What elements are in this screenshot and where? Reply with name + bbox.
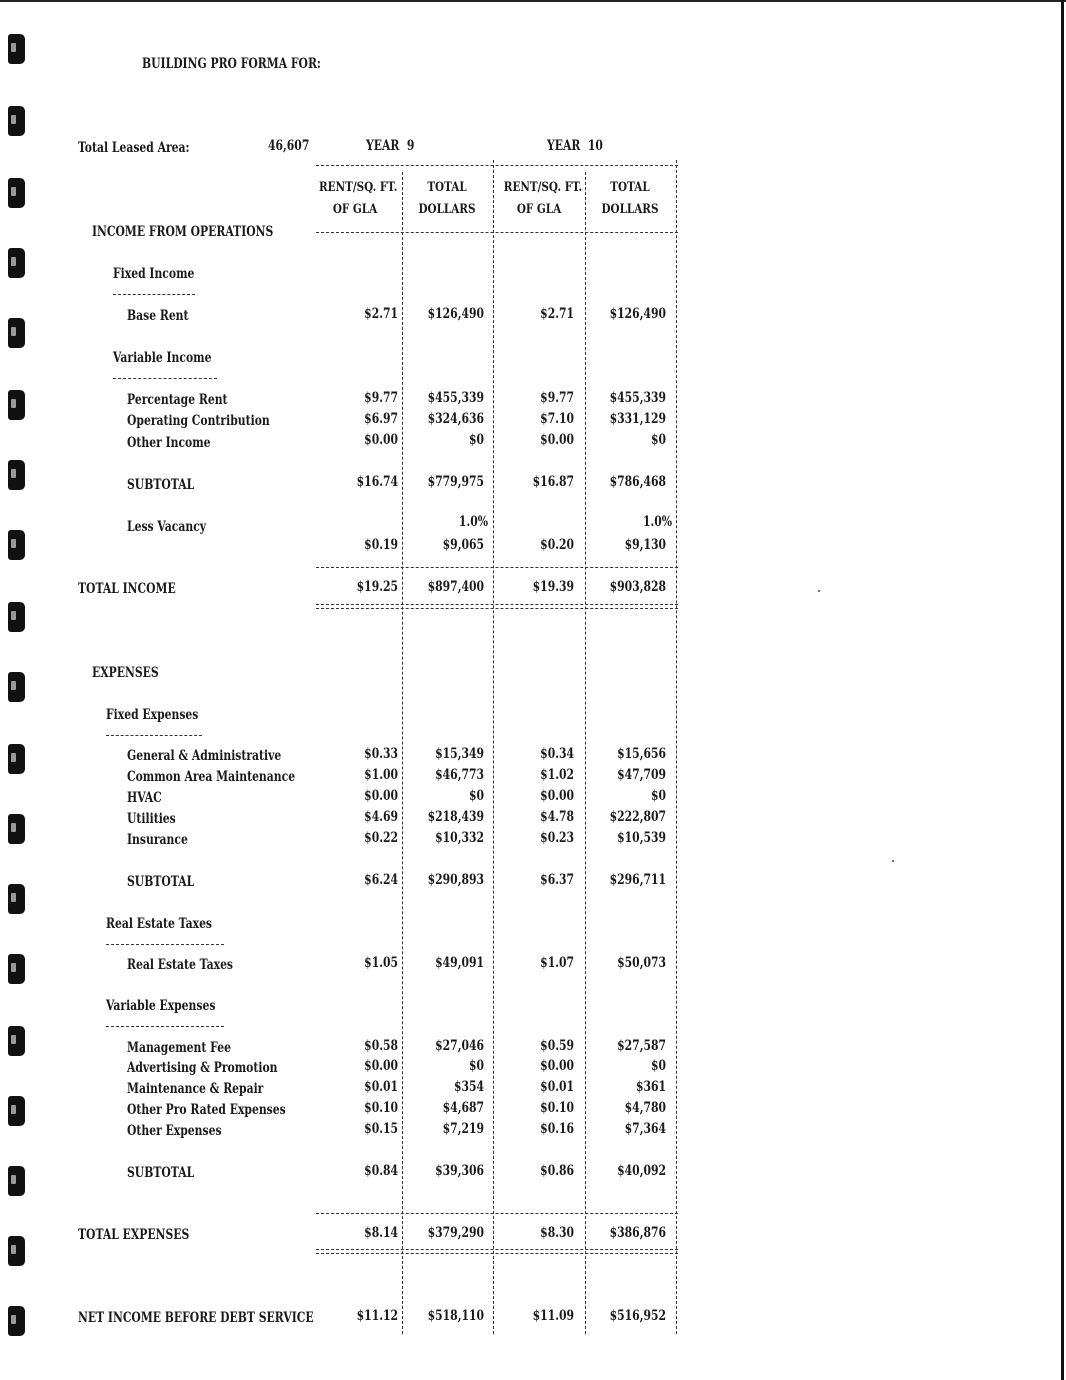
real-estate-taxes-underline: [106, 944, 224, 945]
cell-other-pro-rated-total-y10: $4,780: [624, 1100, 666, 1116]
header-bottom-rule: [316, 232, 678, 233]
binder-hole: [8, 34, 25, 64]
row-label-utilities: Utilities: [127, 811, 176, 827]
cell-utilities-total-y9: $218,439: [427, 809, 484, 825]
page-right-edge: [1061, 0, 1064, 1380]
col-header-total-y10: TOTAL: [610, 180, 650, 195]
cell-variable-subtotal-rent-y9: $0.84: [364, 1163, 398, 1179]
row-label-net-income: NET INCOME BEFORE DEBT SERVICE: [78, 1310, 314, 1326]
binder-hole: [8, 744, 25, 774]
cell-net-income-total-y10: $516,952: [609, 1308, 666, 1324]
variable-expenses-underline: [106, 1026, 224, 1027]
cell-re-taxes-total-y9: $49,091: [435, 955, 484, 971]
cell-other-pro-rated-total-y9: $4,687: [442, 1100, 484, 1116]
document-title: BUILDING PRO FORMA FOR:: [142, 56, 321, 72]
year-divider: [493, 160, 494, 1334]
cell-utilities-rent-y10: $4.78: [540, 809, 574, 825]
cell-operating-contribution-rent-y9: $6.97: [364, 411, 398, 427]
section-expenses: EXPENSES: [92, 665, 159, 681]
cell-general-admin-rent-y10: $0.34: [540, 746, 574, 762]
row-label-hvac: HVAC: [127, 790, 162, 806]
cell-common-area-rent-y10: $1.02: [540, 767, 574, 783]
cell-insurance-rent-y10: $0.23: [540, 830, 574, 846]
binder-hole: [8, 1236, 25, 1266]
cell-net-income-total-y9: $518,110: [427, 1308, 484, 1324]
row-label-fixed-subtotal: SUBTOTAL: [127, 874, 195, 890]
scan-speck: [892, 860, 894, 862]
header-top-rule: [316, 165, 678, 166]
cell-vacancy-rent-y9: $0.19: [364, 537, 398, 553]
cell-insurance-total-y10: $10,539: [617, 830, 666, 846]
total-expenses-top-rule: [316, 1213, 678, 1214]
cell-common-area-rent-y9: $1.00: [364, 767, 398, 783]
row-label-general-admin: General & Administrative: [127, 748, 282, 764]
cell-operating-contribution-total-y9: $324,636: [427, 411, 484, 427]
cell-net-income-rent-y10: $11.09: [532, 1308, 574, 1324]
leased-area-value: 46,607: [268, 138, 310, 154]
cell-hvac-total-y9: $0: [468, 788, 484, 804]
cell-other-income-rent-y10: $0.00: [540, 432, 574, 448]
cell-hvac-total-y10: $0: [650, 788, 666, 804]
cell-percentage-rent-total-y9: $455,339: [427, 390, 484, 406]
cell-general-admin-rent-y9: $0.33: [364, 746, 398, 762]
cell-management-fee-rent-y9: $0.58: [364, 1038, 398, 1054]
cell-income-subtotal-total-y10: $786,468: [609, 474, 666, 490]
col-header-rent-gla-y10-sub: OF GLA: [516, 202, 562, 217]
year-10-header: YEAR 10: [547, 138, 603, 154]
binder-hole: [8, 460, 25, 490]
cell-income-subtotal-total-y9: $779,975: [427, 474, 484, 490]
binder-hole: [8, 106, 25, 136]
binder-hole: [8, 248, 25, 278]
cell-maintenance-rent-y9: $0.01: [364, 1079, 398, 1095]
cell-vacancy-pct-y10: 1.0%: [642, 514, 672, 530]
cell-hvac-rent-y10: $0.00: [540, 788, 574, 804]
cell-re-taxes-total-y10: $50,073: [617, 955, 666, 971]
cell-vacancy-rent-y10: $0.20: [540, 537, 574, 553]
cell-general-admin-total-y10: $15,656: [617, 746, 666, 762]
leased-area-label: Total Leased Area:: [78, 140, 190, 156]
cell-variable-subtotal-rent-y10: $0.86: [540, 1163, 574, 1179]
row-label-less-vacancy: Less Vacancy: [127, 519, 207, 535]
col-header-rent-gla-y9-sub: OF GLA: [332, 202, 378, 217]
row-label-re-taxes: Real Estate Taxes: [127, 957, 234, 973]
cell-insurance-total-y9: $10,332: [435, 830, 484, 846]
cell-base-rent-rent-y9: $2.71: [364, 306, 398, 322]
row-label-advertising: Advertising & Promotion: [127, 1060, 278, 1076]
binder-hole: [8, 954, 25, 984]
section-fixed-income: Fixed Income: [113, 266, 195, 282]
cell-base-rent-total-y9: $126,490: [427, 306, 484, 322]
cell-vacancy-pct-y9: 1.0%: [458, 514, 488, 530]
row-label-total-income: TOTAL INCOME: [78, 581, 176, 597]
cell-vacancy-total-y10: $9,130: [624, 537, 666, 553]
section-real-estate-taxes: Real Estate Taxes: [106, 916, 213, 932]
cell-other-pro-rated-rent-y10: $0.10: [540, 1100, 574, 1116]
section-income-from-operations: INCOME FROM OPERATIONS: [92, 224, 274, 240]
variable-income-underline: [113, 378, 217, 379]
cell-advertising-total-y10: $0: [650, 1058, 666, 1074]
cell-fixed-subtotal-rent-y9: $6.24: [364, 872, 398, 888]
cell-total-income-total-y9: $897,400: [427, 579, 484, 595]
page-top-edge: [0, 0, 1066, 2]
col-header-rent-gla-y9: RENT/SQ. FT.: [319, 180, 398, 195]
cell-common-area-total-y10: $47,709: [617, 767, 666, 783]
cell-total-income-rent-y9: $19.25: [356, 579, 398, 595]
row-label-other-income: Other Income: [127, 435, 211, 451]
cell-insurance-rent-y9: $0.22: [364, 830, 398, 846]
row-label-base-rent: Base Rent: [127, 308, 189, 324]
cell-advertising-total-y9: $0: [468, 1058, 484, 1074]
row-label-percentage-rent: Percentage Rent: [127, 392, 228, 408]
binder-hole: [8, 178, 25, 208]
col-header-total-y10-sub: DOLLARS: [601, 202, 659, 217]
cell-other-expenses-total-y10: $7,364: [624, 1121, 666, 1137]
section-variable-income: Variable Income: [113, 350, 212, 366]
row-label-other-expenses: Other Expenses: [127, 1123, 222, 1139]
cell-management-fee-rent-y10: $0.59: [540, 1038, 574, 1054]
cell-operating-contribution-rent-y10: $7.10: [540, 411, 574, 427]
cell-total-expenses-rent-y9: $8.14: [364, 1225, 398, 1241]
cell-fixed-subtotal-rent-y10: $6.37: [540, 872, 574, 888]
total-income-top-rule: [316, 567, 678, 568]
col-header-total-y9-sub: DOLLARS: [418, 202, 476, 217]
binder-hole: [8, 672, 25, 702]
cell-other-expenses-rent-y9: $0.15: [364, 1121, 398, 1137]
row-label-income-subtotal: SUBTOTAL: [127, 477, 195, 493]
cell-utilities-total-y10: $222,807: [609, 809, 666, 825]
cell-total-expenses-total-y10: $386,876: [609, 1225, 666, 1241]
cell-percentage-rent-rent-y9: $9.77: [364, 390, 398, 406]
cell-common-area-total-y9: $46,773: [435, 767, 484, 783]
row-label-other-pro-rated: Other Pro Rated Expenses: [127, 1102, 286, 1118]
cell-hvac-rent-y9: $0.00: [364, 788, 398, 804]
binder-hole: [8, 814, 25, 844]
cell-maintenance-rent-y10: $0.01: [540, 1079, 574, 1095]
cell-vacancy-total-y9: $9,065: [442, 537, 484, 553]
row-label-insurance: Insurance: [127, 832, 188, 848]
fixed-income-underline: [113, 294, 195, 295]
column-divider: [402, 172, 403, 1334]
cell-advertising-rent-y9: $0.00: [364, 1058, 398, 1074]
cell-maintenance-total-y10: $361: [635, 1079, 666, 1095]
section-variable-expenses: Variable Expenses: [106, 998, 216, 1014]
cell-utilities-rent-y9: $4.69: [364, 809, 398, 825]
cell-variable-subtotal-total-y10: $40,092: [617, 1163, 666, 1179]
row-label-maintenance: Maintenance & Repair: [127, 1081, 264, 1097]
cell-management-fee-total-y10: $27,587: [617, 1038, 666, 1054]
cell-fixed-subtotal-total-y10: $296,711: [609, 872, 666, 888]
col-header-rent-gla-y10: RENT/SQ. FT.: [503, 180, 583, 195]
total-expenses-double-rule: [316, 1249, 678, 1254]
cell-other-pro-rated-rent-y9: $0.10: [364, 1100, 398, 1116]
cell-total-expenses-total-y9: $379,290: [427, 1225, 484, 1241]
binder-hole: [8, 1096, 25, 1126]
cell-total-income-rent-y10: $19.39: [532, 579, 574, 595]
fixed-expenses-underline: [106, 735, 202, 736]
cell-base-rent-total-y10: $126,490: [609, 306, 666, 322]
binder-hole: [8, 318, 25, 348]
binder-hole: [8, 390, 25, 420]
cell-management-fee-total-y9: $27,046: [435, 1038, 484, 1054]
row-label-variable-subtotal: SUBTOTAL: [127, 1165, 195, 1181]
binder-hole: [8, 884, 25, 914]
cell-other-expenses-total-y9: $7,219: [442, 1121, 484, 1137]
cell-maintenance-total-y9: $354: [453, 1079, 484, 1095]
cell-other-income-total-y9: $0: [468, 432, 484, 448]
cell-income-subtotal-rent-y9: $16.74: [356, 474, 398, 490]
cell-other-income-total-y10: $0: [650, 432, 666, 448]
binder-hole: [8, 602, 25, 632]
row-label-management-fee: Management Fee: [127, 1040, 231, 1056]
cell-variable-subtotal-total-y9: $39,306: [435, 1163, 484, 1179]
cell-income-subtotal-rent-y10: $16.87: [532, 474, 574, 490]
cell-re-taxes-rent-y9: $1.05: [364, 955, 398, 971]
cell-general-admin-total-y9: $15,349: [435, 746, 484, 762]
binder-holes: [8, 0, 28, 1380]
cell-net-income-rent-y9: $11.12: [356, 1308, 398, 1324]
total-income-double-rule: [316, 604, 678, 609]
cell-percentage-rent-rent-y10: $9.77: [540, 390, 574, 406]
cell-percentage-rent-total-y10: $455,339: [609, 390, 666, 406]
cell-total-expenses-rent-y10: $8.30: [540, 1225, 574, 1241]
row-label-common-area: Common Area Maintenance: [127, 769, 296, 785]
row-label-total-expenses: TOTAL EXPENSES: [78, 1227, 190, 1243]
cell-base-rent-rent-y10: $2.71: [540, 306, 574, 322]
cell-advertising-rent-y10: $0.00: [540, 1058, 574, 1074]
binder-hole: [8, 1166, 25, 1196]
table-right-border: [676, 160, 677, 1334]
col-header-total-y9: TOTAL: [427, 180, 467, 195]
cell-total-income-total-y10: $903,828: [609, 579, 666, 595]
row-label-operating-contribution: Operating Contribution: [127, 413, 270, 429]
cell-operating-contribution-total-y10: $331,129: [609, 411, 666, 427]
cell-fixed-subtotal-total-y9: $290,893: [427, 872, 484, 888]
cell-other-expenses-rent-y10: $0.16: [540, 1121, 574, 1137]
cell-other-income-rent-y9: $0.00: [364, 432, 398, 448]
binder-hole: [8, 1306, 25, 1336]
binder-hole: [8, 530, 25, 560]
scan-speck: [818, 590, 820, 592]
section-fixed-expenses: Fixed Expenses: [106, 707, 199, 723]
cell-re-taxes-rent-y10: $1.07: [540, 955, 574, 971]
binder-hole: [8, 1026, 25, 1056]
year-9-header: YEAR 9: [366, 138, 415, 154]
